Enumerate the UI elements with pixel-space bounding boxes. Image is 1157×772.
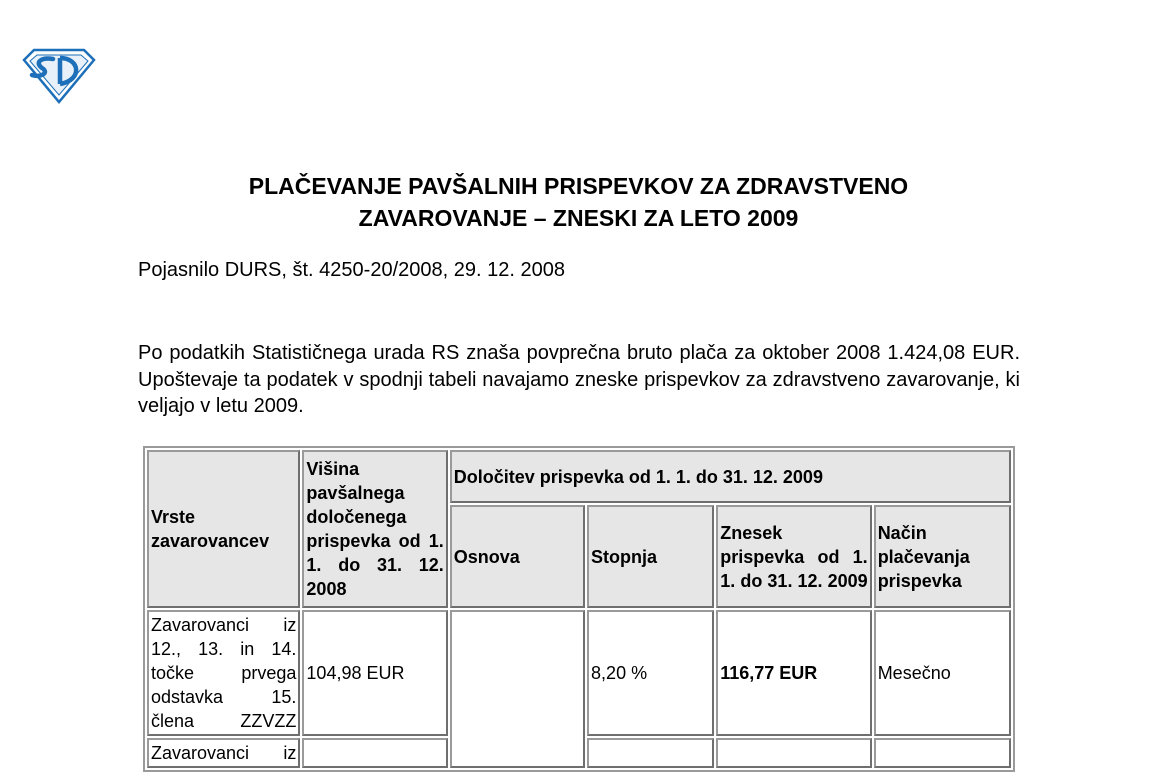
header-znesek: Znesek prispevka od 1. 1. do 31. 12. 2009: [716, 505, 871, 608]
cell-vrste: Zavarovanci iz: [147, 738, 300, 768]
document-intro: Po podatkih Statističnega urada RS znaša povprečna bruto plača za oktober 2008 1.424,08 EUR. Upoštevaje ta podatek v spodnji tabeli navajamo zneske prispevkov za zdravstveno zavarovanje, ki veljajo v letu 2009.: [138, 342, 1020, 417]
header-nacin: Način plačevanja prispevka: [874, 505, 1011, 608]
cell-znesek: 116,77 EUR: [716, 610, 871, 736]
contributions-table: [143, 446, 1015, 772]
cell-stopnja: 8,20 %: [587, 610, 714, 736]
cell-osnova: [450, 610, 585, 768]
table-row: [147, 610, 1011, 736]
header-dolocitev: Določitev prispevka od 1. 1. do 31. 12. 2009: [450, 450, 1011, 503]
header-osnova: Osnova: [450, 505, 585, 608]
document-title-line2: ZAVAROVANJE – ZNESKI ZA LETO 2009: [358, 205, 799, 231]
sd-logo-icon: [20, 46, 98, 106]
cell-nacin: Mesečno: [874, 610, 1011, 736]
header-stopnja: Stopnja: [587, 505, 714, 608]
cell-vrste: Zavarovanci iz 12., 13. in 14. točke prvega odstavka 15. člena ZZVZZ: [147, 610, 300, 736]
cell-visina: 104,98 EUR: [302, 610, 447, 736]
header-vrste: Vrste zavarovancev: [147, 450, 300, 608]
document-subtitle: Pojasnilo DURS, št. 4250-20/2008, 29. 12. 2008: [138, 259, 565, 281]
document-title: [100, 170, 1057, 234]
table-header-row: [147, 450, 1011, 503]
header-visina: Višina pavšalnega določenega prispevka od 1. 1. do 31. 12. 2008: [302, 450, 447, 608]
document-title-line1: PLAČEVANJE PAVŠALNIH PRISPEVKOV ZA ZDRAVSTVENO: [248, 173, 909, 199]
